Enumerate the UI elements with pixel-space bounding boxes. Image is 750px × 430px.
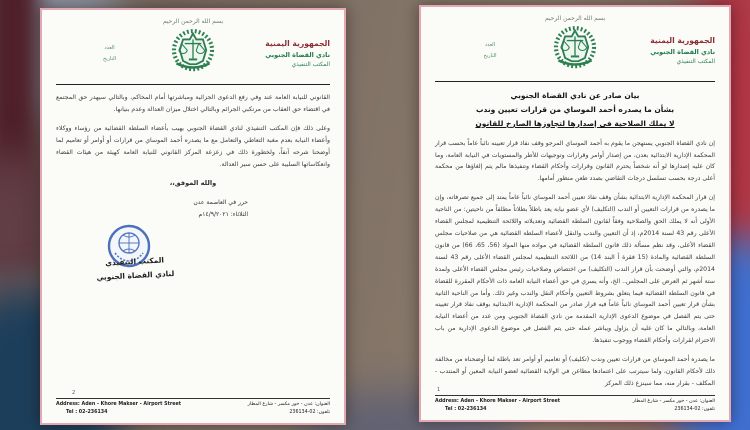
office-name: المكتب التنفيذي bbox=[676, 58, 715, 65]
footer-arabic bbox=[633, 398, 715, 414]
meta-date-label: التاريخ bbox=[483, 52, 497, 59]
meta-date-label: التاريخ bbox=[103, 55, 116, 62]
document-page-1 bbox=[419, 5, 731, 422]
statement-paragraph: ما يصدره أحمد الموساي من قرارات تعيين وندب (تكليف) أو تعاميم أو أوامر تعد باطلة لما أوضحناه من مخالفة ذلك لأحكام القانون، ولما سيترتب على اعتمادها مطاعن في الولاية القضائية لعضو النيابة المعين أو المنتدب - المكلف - بقرار منه، مما سينزع ذلك المركز bbox=[435, 356, 715, 387]
footer-english bbox=[435, 398, 560, 414]
organization-name: نادي القضاة الجنوبي bbox=[265, 50, 330, 59]
page-number: 1 bbox=[437, 387, 441, 393]
background-blob-midleft bbox=[0, 150, 40, 310]
issuance-block bbox=[56, 197, 248, 221]
country-name: الجمهورية اليمنية bbox=[265, 38, 330, 48]
letterhead-meta bbox=[56, 45, 163, 62]
footer-arabic bbox=[248, 401, 330, 417]
bismillah-text: بسم الله الرحمن الرحيم bbox=[162, 18, 224, 25]
statement-paragraph: إن قرار المحكمة الإدارية الابتدائية بشأن وقف نفاذ تعيين أحمد الموساي نائباً عاماً يمتد إلى جميع تصرفاته، وإن ما يصدره من قرارات التعيين أو الندب (التكليف) لأي عضو نيابة يعد باطلاً بطلاناً مطلقاً من ناحيتين: من الناحية الأولى أنه لا يملك الحق والصلاحية وفقاً لقانون السلطة القضائية وتعديلاته واللائحة التنظيمية لمجلس القضاء الأعلى رقم 43 لسنة 2014م، إذ أن التعيين والندب والنقل لأعضاء السلطة القضائية هي من صلاحيات مجلس القضاء الأعلى، وقد نظم مسألة ذلك قانون السلطة القضائية في مواده منها المواد (56، 65، 66) من قانون السلطة القضائية والمادة (15 فقرة أ البند 14) من اللائحة التنظيمية لمجلس القضاء الأعلى رقم 43 لسنة 2014م، والتي أوضحت بأن قرار الندب (التكليف) من اختصاص وصلاحيات رئيس مجلس القضاء الأعلى ولمدة ستة أشهر ثم العرض على المجلس.. الخ، وأنه يسري في حق أعضاء النيابة العامة ذات الأحكام المقررة للقضاة في قانون السلطة القضائية فيما يتعلق بشروط التعيين وأحكام النقل والندب وغير ذلك. وأما من الناحية الثانية بشأن قرار تعيين أحمد الموساي نائباً عاماً فيه قرار صادر من المحكمة الإدارية الابتدائية بوقف نفاذ قرار تعيينه حتى يتم الفصل في موضوع الدعوى الإدارية المقدمة من نادي القضاة الجنوبي ومن عدد من أعضاء النيابة العامة، وبالتالي ما كان عليه أن يزاول ويباشر عمله حتى يتم الفصل في موضوع الدعوى الإدارية من باب الاحترام لقرارات وأحكام القضاء ووجوب تنفيذها. bbox=[435, 194, 715, 345]
seal-and-signature bbox=[56, 223, 330, 309]
footer-address-ar: العنوان: عدن - خور مكسر - شارع المطار bbox=[247, 401, 330, 407]
office-name: المكتب التنفيذي bbox=[291, 61, 330, 68]
statement-paragraph: القانوني للنيابة العامة عند وفي رفع الدعوى الجزائية ومباشرتها أمام المحاكم، وبالتالي سيهدر حق المجتمع في اقتضاء حق العقاب من مرتكبي الجرائم وبالتالي اختلال ميزان العدالة وعدم بنيانها. bbox=[56, 94, 330, 113]
statement-title bbox=[435, 89, 715, 131]
statement-title-line2: بشأن ما يصدره أحمد الموساي من قرارات تعيين وندب bbox=[475, 104, 675, 114]
judges-club-logo-icon bbox=[163, 27, 223, 79]
executive-office-signature bbox=[69, 252, 200, 287]
page-footer bbox=[435, 395, 715, 414]
footer-english bbox=[56, 401, 181, 417]
signature-line1: المكتب التنفيذي bbox=[105, 255, 165, 268]
letterhead bbox=[435, 24, 715, 76]
letterhead-meta bbox=[435, 42, 545, 59]
letterhead bbox=[56, 27, 330, 79]
footer-tel-ar: تلفون: 02-236134 bbox=[289, 409, 330, 415]
statement-title-line3: لا يملك الصلاحية في إصدارها لتجاوزها الصارخ للقانون bbox=[475, 118, 675, 128]
page-footer bbox=[56, 398, 330, 417]
closing-phrase: والله الموفق،، bbox=[169, 179, 217, 188]
footer-tel-ar: تلفون: 02-236134 bbox=[674, 406, 715, 412]
signature-line2: لنادي القضاة الجنوبي bbox=[96, 269, 175, 283]
footer-tel-en: Tel : 02-236134 bbox=[66, 409, 108, 415]
issued-date: الثلاثاء: ١٤/٩/٢٠٢١م bbox=[198, 211, 248, 219]
footer-address-en: Address: Aden - Khore Makser - Airport Street bbox=[435, 398, 561, 404]
country-name: الجمهورية اليمنية bbox=[650, 35, 715, 45]
page-number: 2 bbox=[72, 390, 76, 396]
document-page-2 bbox=[40, 8, 346, 425]
letterhead-divider bbox=[435, 81, 715, 82]
footer-address-en: Address: Aden - Khore Makser - Airport Street bbox=[56, 401, 182, 407]
footer-tel-en: Tel : 02-236134 bbox=[445, 406, 487, 412]
organization-name: نادي القضاة الجنوبي bbox=[650, 47, 715, 56]
statement-title-line1: بيان صادر عن نادي القضاة الجنوبي bbox=[510, 91, 640, 100]
judges-club-logo-icon bbox=[545, 24, 605, 76]
meta-number-label: العدد bbox=[484, 41, 496, 48]
issued-place: حرر في العاصمة عدن bbox=[193, 199, 248, 207]
bismillah-text: بسم الله الرحمن الرحيم bbox=[544, 15, 606, 22]
letterhead-divider bbox=[56, 84, 330, 85]
meta-number-label: العدد bbox=[104, 44, 115, 51]
statement-paragraph: إن نادي القضاة الجنوبي يستهجن ما يقوم به أحمد الموساي المرجو وقف نفاذ قرار تعيينه نائباً عاماً بحسب قرار المحكمة الإدارية الابتدائية بعدن، من إصدار أوامر وقرارات وتوجيهات للأطر والمستويات في النيابة العامة، وما كان عليه إصدارها لو أنه شخصاً يحترم القانون وقرارات وأحكام القضاء وتنفيذها مالم يتم إلغاؤها من محكمة أعلى درجة بحسب تسلسل درجات التقاضي بصدد طعن منظور أمامها. bbox=[435, 139, 715, 183]
letterhead-titles bbox=[223, 39, 330, 68]
letterhead-titles bbox=[605, 36, 715, 65]
footer-address-ar: العنوان: عدن - خور مكسر - شارع المطار bbox=[632, 398, 715, 404]
statement-paragraph: وعلى ذلك فإن المكتب التنفيذي لنادي القضاة الجنوبي يهيب بأعضاء السلطة القضائية من رؤساء ووكلاء وأعضاء النيابة بعدم مغبة التعاطي والتعامل مع ما يصدره أحمد الموساي من قرارات أو أوامر أو تعاميم لما أوضحنا شرحه آنفاً، ولخطورة ذلك في زعزعة المركز القانوني للنيابة العامة كهيئة من هيئات القضاء وانعكاساتها السلبية على حسن سير العدالة. bbox=[56, 124, 330, 168]
